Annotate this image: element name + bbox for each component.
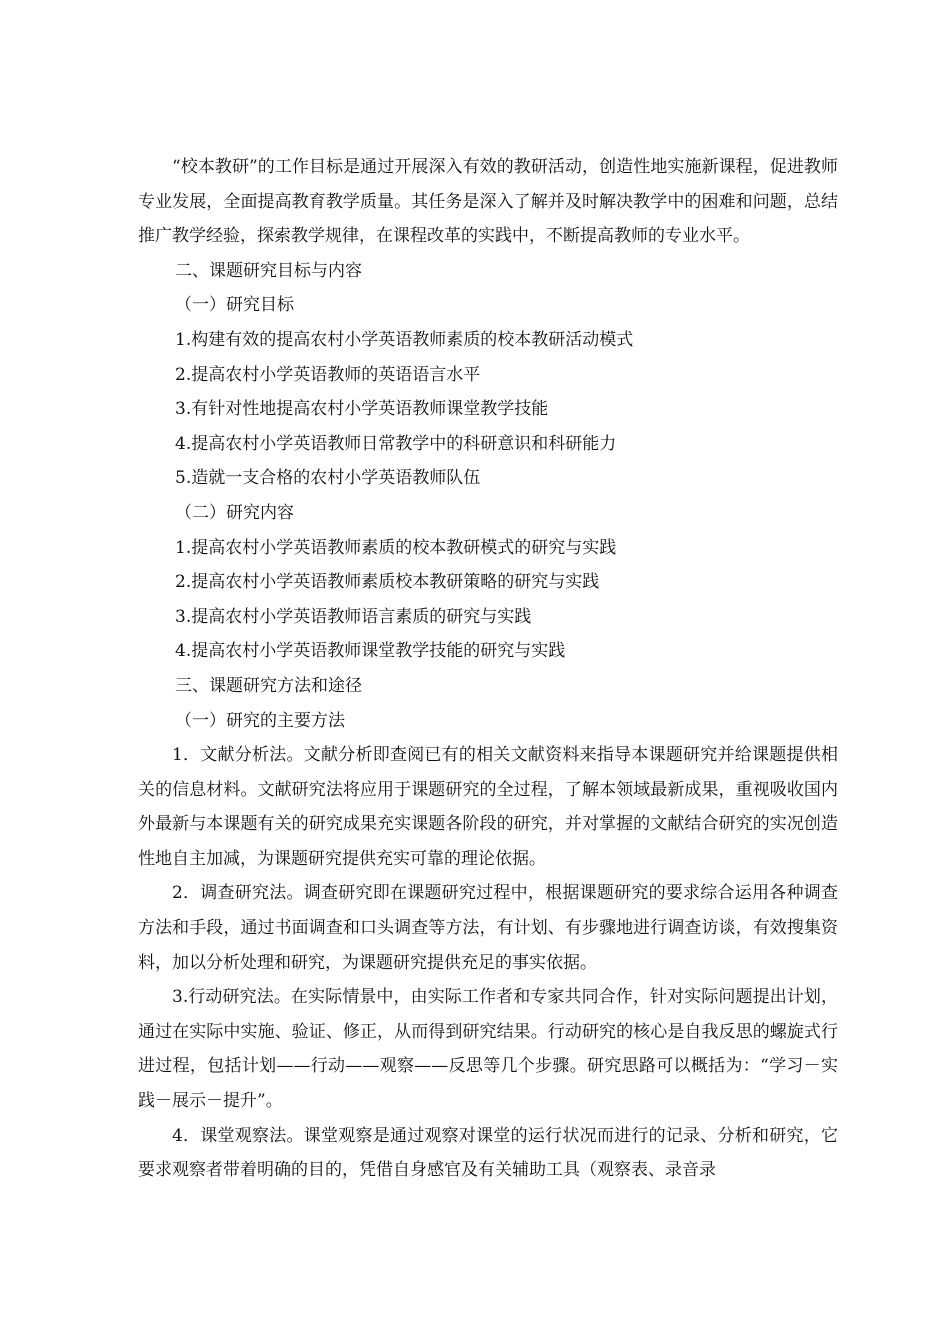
- method-paragraph-action: 3.行动研究法。在实际情景中，由实际工作者和专家共同合作，针对实际问题提出计划，通过在实际中实施、验证、修正，从而得到研究结果。行动研究的核心是自我反思的螺旋式行进过程，包括计划——行动——观察——反思等几个步骤。研究思路可以概括为：“学习－实践－展示－提升”。: [138, 987, 838, 1112]
- method-paragraph-survey: 2．调查研究法。调查研究即在课题研究过程中，根据课题研究的要求综合运用各种调查方法和手段，通过书面调查和口头调查等方法，有计划、有步骤地进行调查访谈，有效搜集资料，加以分析处理和研究，为课题研究提供充足的事实依据。: [138, 883, 838, 973]
- method-paragraph-observation: 4．课堂观察法。课堂观察是通过观察对课堂的运行状况而进行的记录、分析和研究，它要求观察者带着明确的目的，凭借自身感官及有关辅助工具（观察表、录音录: [138, 1125, 838, 1181]
- content-item: 3.提高农村小学英语教师语言素质的研究与实践: [175, 606, 532, 627]
- content-item: 1.提高农村小学英语教师素质的校本教研模式的研究与实践: [175, 537, 617, 558]
- section-heading-goals-content: 二、课题研究目标与内容: [175, 260, 362, 281]
- subheading-research-goals: （一）研究目标: [175, 295, 294, 316]
- goal-item: 3.有针对性地提高农村小学英语教师课堂教学技能: [175, 399, 549, 420]
- subheading-main-methods: （一）研究的主要方法: [175, 710, 345, 731]
- method-paragraph-literature: 1．文献分析法。文献分析即查阅已有的相关文献资料来指导本课题研究并给课题提供相关的信息材料。文献研究法将应用于课题研究的全过程，了解本领域最新成果，重视吸收国内外最新与本课题有关的研究成果充实课题各阶段的研究，并对掌握的文献结合研究的实况创造性地自主加减，为课题研究提供充实可靠的理论依据。: [138, 745, 838, 869]
- subheading-research-content: （二）研究内容: [175, 502, 294, 523]
- goal-item: 2.提高农村小学英语教师的英语语言水平: [175, 364, 481, 385]
- goal-item: 5.造就一支合格的农村小学英语教师队伍: [175, 468, 481, 489]
- intro-paragraph: “校本教研”的工作目标是通过开展深入有效的教研活动，创造性地实施新课程，促进教师专业发展，全面提高教育教学质量。其任务是深入了解并及时解决教学中的困难和问题，总结推广教学经验，探索教学规律，在课程改革的实践中，不断提高教师的专业水平。: [138, 157, 838, 247]
- document-body: [138, 150, 838, 1188]
- section-heading-methods: 三、课题研究方法和途径: [175, 675, 362, 696]
- goal-item: 4.提高农村小学英语教师日常教学中的科研意识和科研能力: [175, 433, 617, 454]
- goal-item: 1.构建有效的提高农村小学英语教师素质的校本教研活动模式: [175, 329, 634, 350]
- content-item: 4.提高农村小学英语教师课堂教学技能的研究与实践: [175, 641, 566, 662]
- content-item: 2.提高农村小学英语教师素质校本教研策略的研究与实践: [175, 572, 600, 593]
